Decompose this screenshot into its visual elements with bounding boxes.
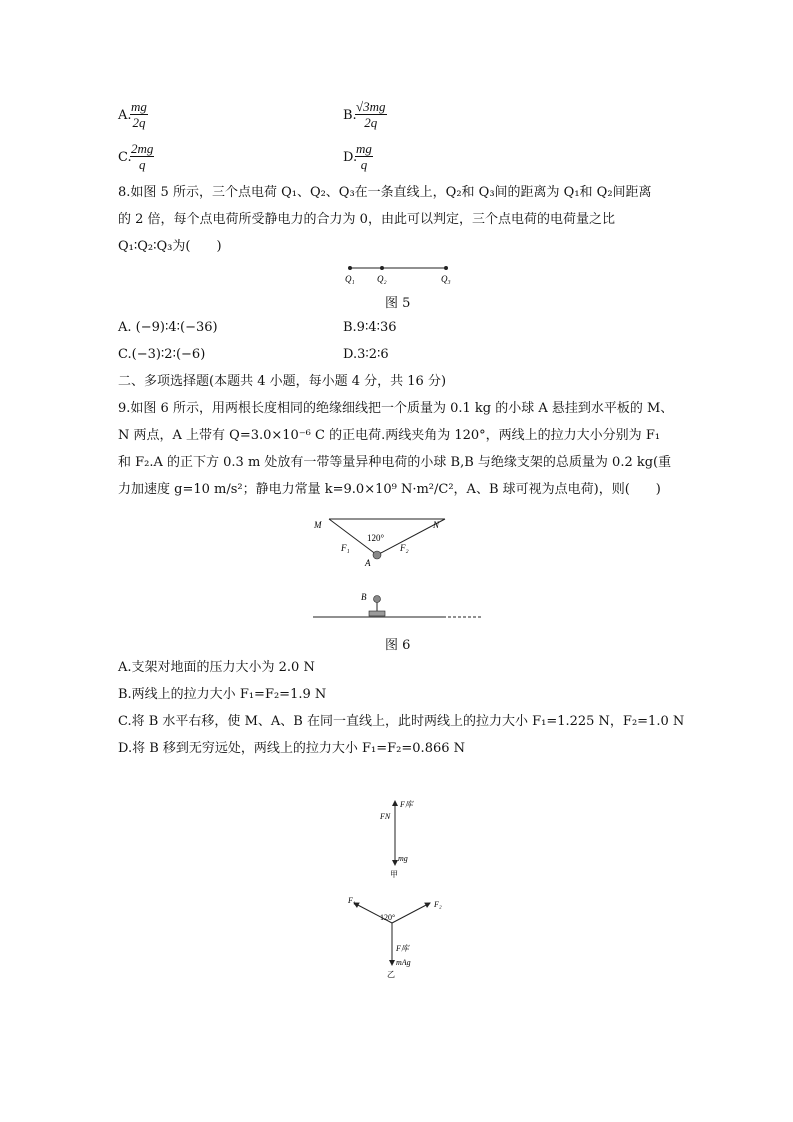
q7-option-b-denominator: 2q <box>364 115 378 130</box>
ball-a-label: A <box>365 558 371 568</box>
figure-5-caption: 图 5 <box>385 296 411 311</box>
q7-option-c-label: C. <box>118 150 132 165</box>
angle-120-label: 120° <box>367 533 385 543</box>
q9-stem-line-2: N 两点，A 上带有 Q=3.0×10⁻⁶ C 的正电荷.两线夹角为 120°，两线上的拉力大小分别为 F₁ <box>118 428 661 443</box>
figure-6-caption: 图 6 <box>385 638 411 653</box>
jia-normal-force-label: FN <box>380 812 391 821</box>
yi-coulomb-force-label: F库 <box>396 944 409 953</box>
q7-option-a-numerator: mg <box>131 99 147 114</box>
section-2-heading: 二、多项选择题(本题共 4 小题，每小题 4 分，共 16 分) <box>118 374 447 389</box>
charge-q2-dot <box>380 266 384 270</box>
point-n-label: N <box>433 520 440 530</box>
q7-option-d-denominator: q <box>360 157 368 172</box>
yi-angle-label: 120° <box>380 913 396 922</box>
charge-q3-dot <box>444 266 448 270</box>
charge-q2-label: Q₂ <box>377 274 387 284</box>
q9-option-c: C.将 B 水平右移，使 M、A、B 在同一直线上，此时两线上的拉力大小 F₁=1.225 N，F₂=1.0 N <box>118 714 685 729</box>
jia-figure-label: 甲 <box>390 870 398 879</box>
q9-stem-line-1: 9.如图 6 所示，用两根长度相同的绝缘细线把一个质量为 0.1 kg 的小球 A 悬挂到水平板的 M、 <box>118 401 674 416</box>
q7-option-c-fraction <box>130 141 154 172</box>
q8-stem-line-1: 8.如图 5 所示，三个点电荷 Q₁、Q₂、Q₃在一条直线上，Q₂和 Q₃间的距离为 Q₁和 Q₂间距离 <box>118 185 652 200</box>
solution-figure-yi <box>340 893 450 979</box>
q9-option-b: B.两线上的拉力大小 F₁=F₂=1.9 N <box>118 687 327 702</box>
q7-option-a-denominator: 2q <box>132 115 146 130</box>
yi-f2-label: F₂ <box>434 900 442 909</box>
q8-option-c: C.(−3)∶2∶(−6) <box>118 347 206 362</box>
q9-option-a: A.支架对地面的压力大小为 2.0 N <box>118 660 315 675</box>
q8-stem-line-2: 的 2 倍，每个点电荷所受静电力的合力为 0，由此可以判定，三个点电荷的电荷量之比 <box>118 212 615 227</box>
q9-stem-line-3: 和 F₂.A 的正下方 0.3 m 处放有一带等量异种电荷的小球 B,B 与绝缘支架的总质量为 0.2 kg(重 <box>118 455 672 470</box>
q8-stem-line-3: Q₁∶Q₂∶Q₃为( ) <box>118 239 222 254</box>
solution-figure-jia <box>370 795 430 879</box>
q7-option-d-fraction <box>355 141 373 172</box>
ball-b <box>374 596 381 603</box>
q7-option-c-numerator: 2mg <box>131 141 154 156</box>
yi-f1-label: F₁ <box>348 896 356 905</box>
charge-q1-label: Q₁ <box>345 274 355 284</box>
point-m-label: M <box>314 520 322 530</box>
yi-f2-arrow <box>392 903 430 923</box>
q7-option-d-numerator: mg <box>356 141 372 156</box>
q7-option-b-numerator: √3mg <box>356 99 386 114</box>
q7-option-a-label: A. <box>118 108 132 123</box>
q8-option-d: D.3∶2∶6 <box>343 347 389 362</box>
q8-option-b: B.9∶4∶36 <box>343 320 397 335</box>
yi-figure-label: 乙 <box>387 970 395 979</box>
q7-option-d-label: D. <box>343 150 358 165</box>
force-f2-label: F₂ <box>400 543 409 553</box>
q8-option-a: A. (−9)∶4∶(−36) <box>118 320 218 335</box>
charge-q1-dot <box>348 266 352 270</box>
jia-coulomb-force-label: F库 <box>400 800 413 809</box>
force-f1-label: F₁ <box>341 543 350 553</box>
jia-gravity-label: mg <box>398 854 408 863</box>
ball-a <box>373 551 381 559</box>
q7-option-b-fraction <box>355 99 387 130</box>
insulating-stand-base <box>369 611 385 616</box>
ball-b-label: B <box>361 592 367 602</box>
figure-6-diagram <box>305 512 490 624</box>
q7-option-c-denominator: q <box>138 157 146 172</box>
yi-gravity-label: mAg <box>396 958 411 967</box>
figure-5-diagram <box>335 262 465 286</box>
q7-option-a-fraction <box>130 99 148 130</box>
q7-option-b-label: B. <box>343 108 357 123</box>
q9-stem-line-4: 力加速度 g=10 m/s²；静电力常量 k=9.0×10⁹ N·m²/C²，A、B 球可视为点电荷)，则( ) <box>118 482 661 497</box>
charge-q3-label: Q₃ <box>441 274 451 284</box>
q9-option-d: D.将 B 移到无穷远处，两线上的拉力大小 F₁=F₂=0.866 N <box>118 741 466 756</box>
